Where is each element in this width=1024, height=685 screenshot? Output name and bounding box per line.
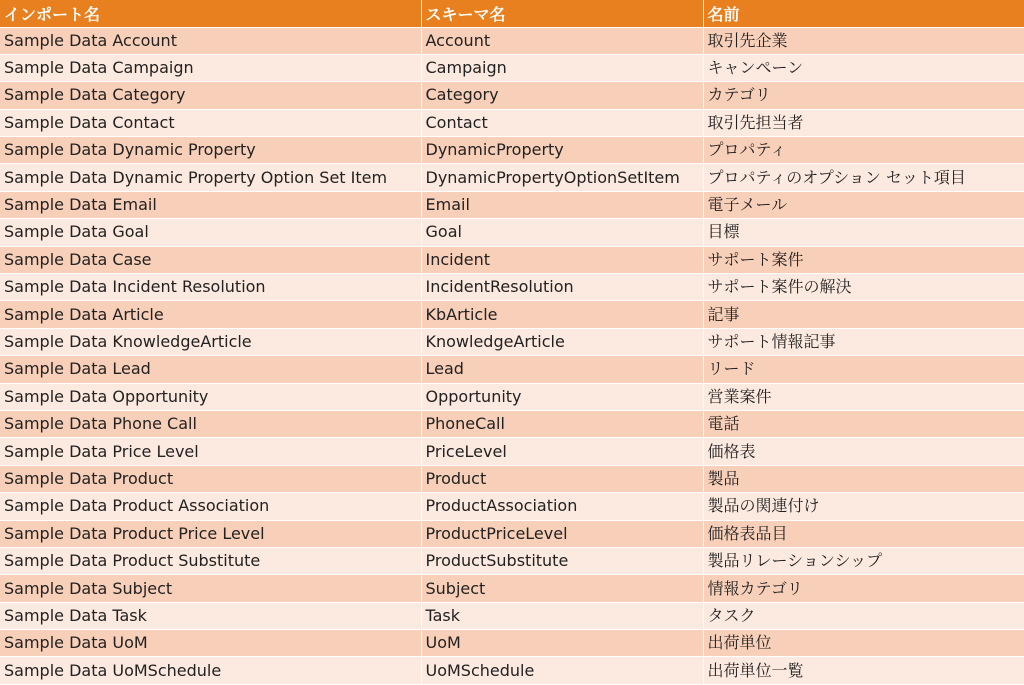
cell-display-name: タスク	[703, 602, 1024, 629]
cell-schema-name: Lead	[421, 356, 703, 383]
cell-display-name: 出荷単位一覧	[703, 657, 1024, 684]
cell-schema-name: ProductSubstitute	[421, 547, 703, 574]
table-row	[0, 274, 1024, 301]
cell-import-name: Sample Data KnowledgeArticle	[0, 328, 421, 355]
table-row	[0, 657, 1024, 684]
table-row	[0, 219, 1024, 246]
table-row	[0, 465, 1024, 492]
cell-schema-name: Incident	[421, 246, 703, 273]
cell-import-name: Sample Data Lead	[0, 356, 421, 383]
cell-schema-name: PhoneCall	[421, 410, 703, 437]
cell-schema-name: DynamicProperty	[421, 137, 703, 164]
table-row	[0, 547, 1024, 574]
table-header	[0, 0, 1024, 27]
table-row	[0, 246, 1024, 273]
cell-import-name: Sample Data Product Association	[0, 493, 421, 520]
cell-import-name: Sample Data Opportunity	[0, 383, 421, 410]
cell-schema-name: Category	[421, 82, 703, 109]
table-row	[0, 438, 1024, 465]
header-schema-name: スキーマ名	[421, 0, 703, 27]
cell-import-name: Sample Data Dynamic Property	[0, 137, 421, 164]
table-row	[0, 575, 1024, 602]
cell-import-name: Sample Data Contact	[0, 109, 421, 136]
table-row	[0, 328, 1024, 355]
header-row	[0, 0, 1024, 27]
cell-schema-name: PriceLevel	[421, 438, 703, 465]
cell-import-name: Sample Data UoM	[0, 630, 421, 657]
cell-schema-name: UoM	[421, 630, 703, 657]
table-row	[0, 493, 1024, 520]
cell-display-name: 製品リレーションシップ	[703, 547, 1024, 574]
cell-import-name: Sample Data Phone Call	[0, 410, 421, 437]
table-row	[0, 520, 1024, 547]
cell-display-name: プロパティ	[703, 137, 1024, 164]
cell-display-name: 営業案件	[703, 383, 1024, 410]
header-import-name: インポート名	[0, 0, 421, 27]
table-row	[0, 301, 1024, 328]
cell-display-name: プロパティのオプション セット項目	[703, 164, 1024, 191]
table-body	[0, 27, 1024, 684]
table-row	[0, 27, 1024, 54]
cell-display-name: サポート情報記事	[703, 328, 1024, 355]
cell-display-name: キャンペーン	[703, 54, 1024, 81]
cell-import-name: Sample Data Campaign	[0, 54, 421, 81]
cell-display-name: サポート案件	[703, 246, 1024, 273]
cell-display-name: 価格表	[703, 438, 1024, 465]
table-row	[0, 191, 1024, 218]
table-row	[0, 630, 1024, 657]
cell-schema-name: Product	[421, 465, 703, 492]
cell-schema-name: UoMSchedule	[421, 657, 703, 684]
cell-display-name: カテゴリ	[703, 82, 1024, 109]
cell-import-name: Sample Data Article	[0, 301, 421, 328]
table-row	[0, 602, 1024, 629]
cell-import-name: Sample Data Category	[0, 82, 421, 109]
cell-schema-name: DynamicPropertyOptionSetItem	[421, 164, 703, 191]
cell-import-name: Sample Data UoMSchedule	[0, 657, 421, 684]
cell-schema-name: Task	[421, 602, 703, 629]
cell-import-name: Sample Data Subject	[0, 575, 421, 602]
cell-import-name: Sample Data Account	[0, 27, 421, 54]
cell-display-name: 出荷単位	[703, 630, 1024, 657]
cell-display-name: 目標	[703, 219, 1024, 246]
cell-schema-name: Subject	[421, 575, 703, 602]
cell-display-name: リード	[703, 356, 1024, 383]
cell-display-name: 価格表品目	[703, 520, 1024, 547]
table-row	[0, 137, 1024, 164]
table-row	[0, 410, 1024, 437]
cell-import-name: Sample Data Dynamic Property Option Set Item	[0, 164, 421, 191]
table-row	[0, 383, 1024, 410]
cell-display-name: 製品の関連付け	[703, 493, 1024, 520]
cell-schema-name: Goal	[421, 219, 703, 246]
cell-schema-name: Account	[421, 27, 703, 54]
cell-schema-name: IncidentResolution	[421, 274, 703, 301]
cell-schema-name: ProductPriceLevel	[421, 520, 703, 547]
cell-display-name: 取引先企業	[703, 27, 1024, 54]
table-row	[0, 356, 1024, 383]
table-row	[0, 54, 1024, 81]
cell-schema-name: Campaign	[421, 54, 703, 81]
table-row	[0, 109, 1024, 136]
table-row	[0, 82, 1024, 109]
cell-import-name: Sample Data Case	[0, 246, 421, 273]
cell-schema-name: Opportunity	[421, 383, 703, 410]
cell-schema-name: KbArticle	[421, 301, 703, 328]
cell-import-name: Sample Data Product	[0, 465, 421, 492]
cell-schema-name: Email	[421, 191, 703, 218]
cell-display-name: サポート案件の解決	[703, 274, 1024, 301]
cell-display-name: 製品	[703, 465, 1024, 492]
cell-import-name: Sample Data Goal	[0, 219, 421, 246]
cell-display-name: 取引先担当者	[703, 109, 1024, 136]
cell-schema-name: KnowledgeArticle	[421, 328, 703, 355]
cell-schema-name: ProductAssociation	[421, 493, 703, 520]
cell-import-name: Sample Data Incident Resolution	[0, 274, 421, 301]
cell-import-name: Sample Data Email	[0, 191, 421, 218]
cell-import-name: Sample Data Product Price Level	[0, 520, 421, 547]
cell-import-name: Sample Data Product Substitute	[0, 547, 421, 574]
cell-import-name: Sample Data Task	[0, 602, 421, 629]
table-row	[0, 164, 1024, 191]
cell-display-name: 記事	[703, 301, 1024, 328]
cell-import-name: Sample Data Price Level	[0, 438, 421, 465]
header-display-name: 名前	[703, 0, 1024, 27]
cell-display-name: 電話	[703, 410, 1024, 437]
cell-schema-name: Contact	[421, 109, 703, 136]
cell-display-name: 電子メール	[703, 191, 1024, 218]
cell-display-name: 情報カテゴリ	[703, 575, 1024, 602]
